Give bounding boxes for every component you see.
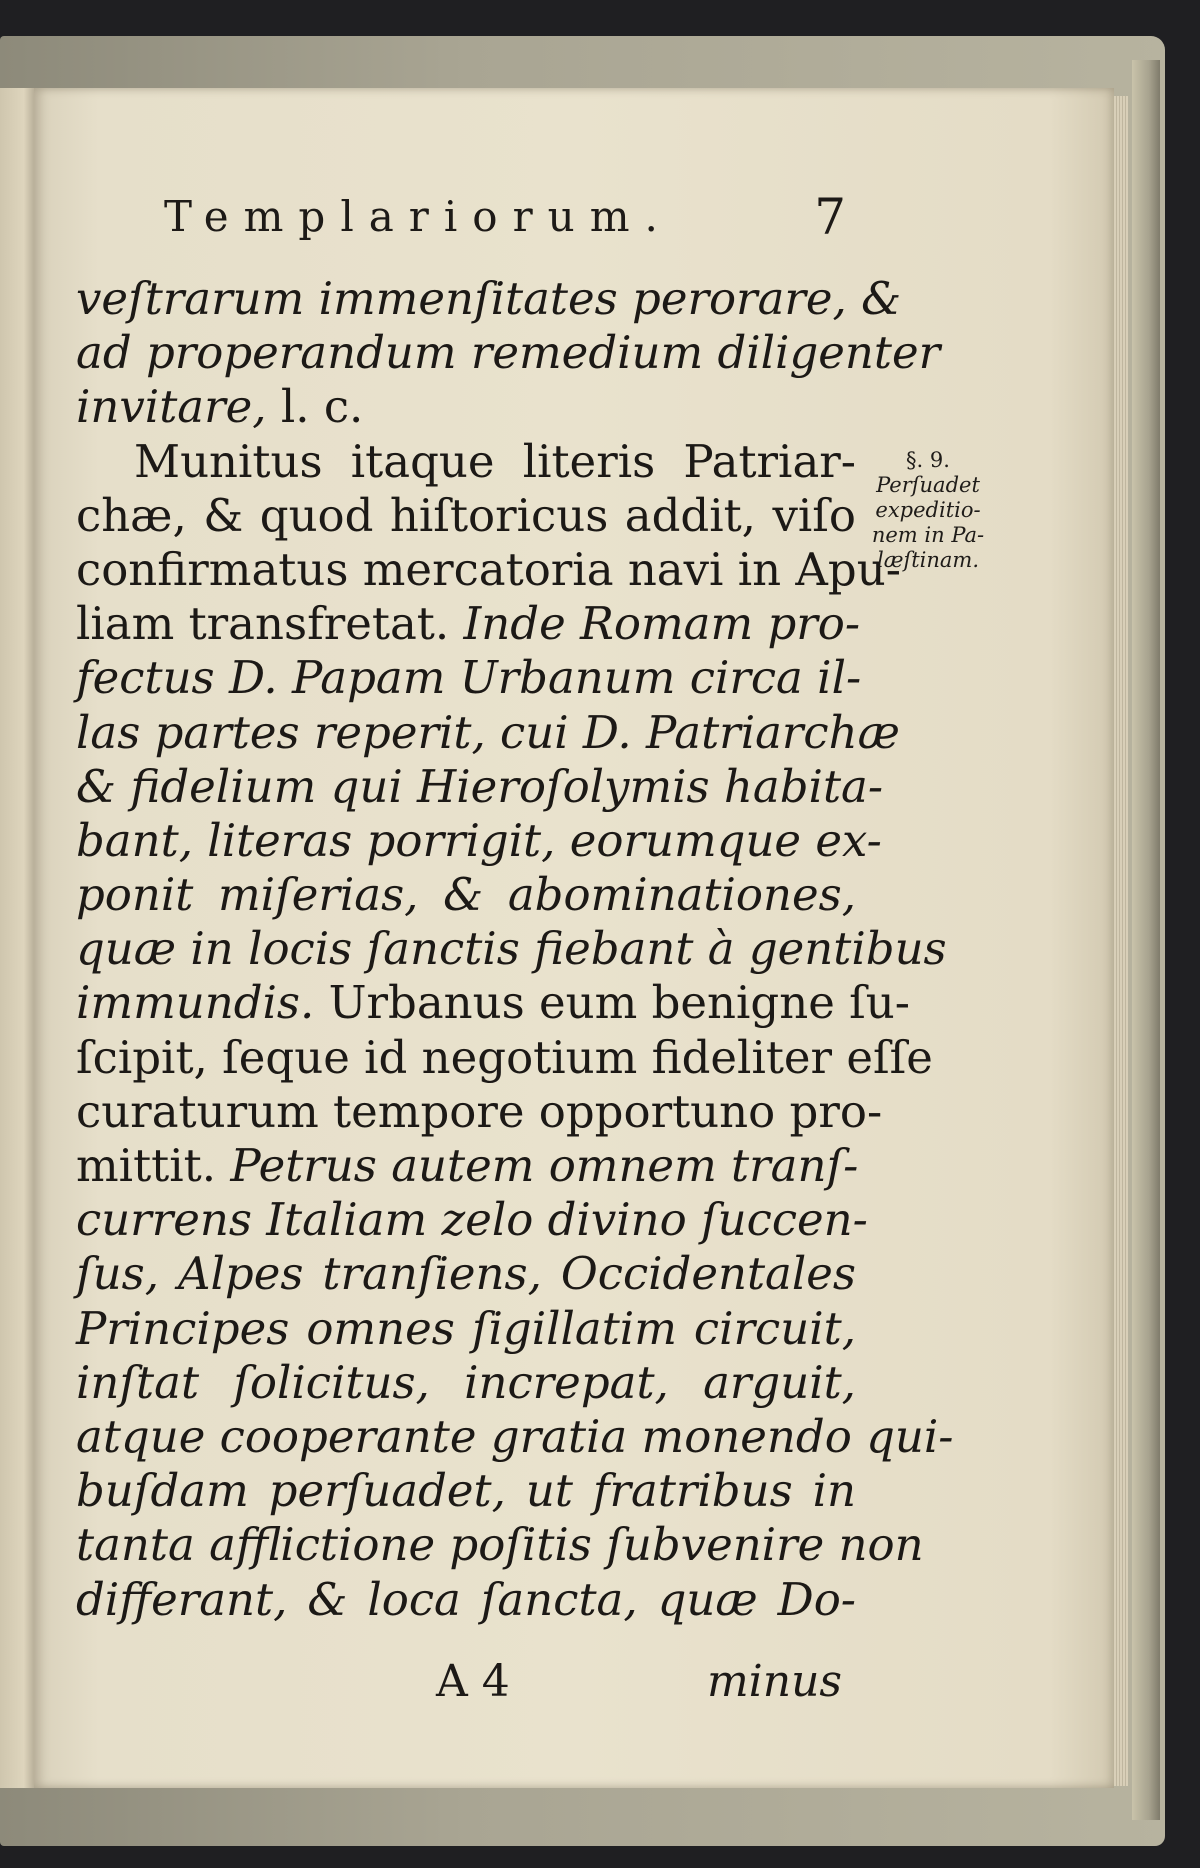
italic-segment: ponit miſerias, & abominationes, [76, 868, 856, 922]
text-line [76, 1139, 859, 1193]
text-line [76, 976, 910, 1030]
text-line [76, 1302, 856, 1356]
italic-segment: atque cooperante gratia monendo qui- [76, 1409, 954, 1463]
italic-segment: inſtat ſolicitus, increpat, arguit, [76, 1355, 856, 1409]
text-line [76, 868, 856, 922]
text-line [76, 1084, 883, 1139]
roman-segment: l. c. [266, 380, 364, 434]
italic-segment: & fidelium qui Hieroſolymis habita- [76, 759, 884, 813]
text-line [76, 489, 856, 543]
marginal-section-number: §. 9. [906, 448, 950, 472]
text-line [76, 1247, 856, 1301]
facing-page-edge [0, 88, 34, 1788]
text-line [76, 759, 884, 814]
text-line [76, 597, 861, 651]
marginal-note-line: læſtinam. [876, 548, 980, 572]
italic-segment: Inde Romam pro- [463, 597, 861, 651]
roman-segment: chæ, & quod hiſtoricus addit, viſo [76, 488, 856, 542]
italic-segment: buſdam perſuadet, ut fratribus in [76, 1464, 856, 1518]
italic-segment: ad properandum remedium diligenter [76, 326, 941, 380]
marginal-note-line: Perſuadet [876, 473, 980, 497]
text-line [76, 1573, 856, 1627]
roman-segment: liam transfretat. [76, 597, 464, 651]
text-line [76, 705, 900, 760]
page-footer [76, 1656, 856, 1712]
italic-segment: bant, literas porrigit, eorumque ex- [76, 813, 882, 867]
italic-segment: differant, & loca ſancta, quæ Do- [76, 1572, 856, 1626]
italic-segment: quæ in locis ſanctis fiebant à gentibus [76, 922, 947, 976]
marginal-note [868, 448, 988, 573]
italic-segment: currens Italiam zelo divino ſuccen- [76, 1193, 868, 1247]
text-line [76, 272, 902, 326]
running-head [164, 188, 854, 256]
text-line [76, 1030, 933, 1085]
text-line [76, 922, 947, 976]
italic-segment: invitare, [76, 380, 267, 434]
roman-segment: confirmatus mercatoria navi in Apu- [76, 542, 901, 596]
italic-segment: las partes reperit, cui D. Patriarchæ [76, 705, 900, 759]
italic-segment: ſus, Alpes tranſiens, Occidentales [76, 1247, 856, 1301]
text-line [76, 1464, 856, 1518]
text-line [76, 1193, 868, 1247]
italic-segment: Petrus autem omnem tranſ- [230, 1139, 859, 1192]
running-title: Templariorum. [164, 192, 673, 241]
roman-segment: ſcipit, ſeque id negotium fideliter eſſe [76, 1030, 933, 1084]
italic-segment: immundis. [76, 976, 315, 1030]
roman-segment: mittit. [76, 1139, 231, 1192]
catchword: minus [706, 1656, 842, 1707]
page-number: 7 [814, 188, 846, 246]
signature-mark: A 4 [436, 1656, 510, 1707]
text-line [76, 435, 856, 489]
italic-segment: Principes omnes ſigillatim circuit, [76, 1301, 856, 1355]
italic-segment: fectus D. Papam Urbanum circa il- [76, 651, 862, 705]
marginal-note-line: expeditio- [875, 498, 981, 522]
marginal-note-line: nem in Pa- [871, 523, 985, 547]
cover-edge [1132, 60, 1160, 1820]
roman-segment: Urbanus eum benigne ſu- [314, 976, 910, 1030]
text-line [76, 326, 941, 380]
text-line [76, 651, 862, 705]
roman-segment: Munitus itaque literis Patriar- [134, 434, 856, 488]
roman-segment: curaturum tempore opportuno pro- [76, 1084, 883, 1138]
page-stack-edge [1114, 96, 1128, 1786]
italic-segment: veſtrarum immenſitates perorare, & [76, 272, 902, 325]
text-line [76, 813, 882, 868]
text-line [76, 380, 856, 434]
italic-segment: tanta afflictione poſitis ſubvenire non [76, 1518, 924, 1572]
text-line [76, 1518, 924, 1572]
text-line [76, 542, 901, 597]
text-line [76, 1356, 856, 1410]
text-line [76, 1409, 954, 1464]
